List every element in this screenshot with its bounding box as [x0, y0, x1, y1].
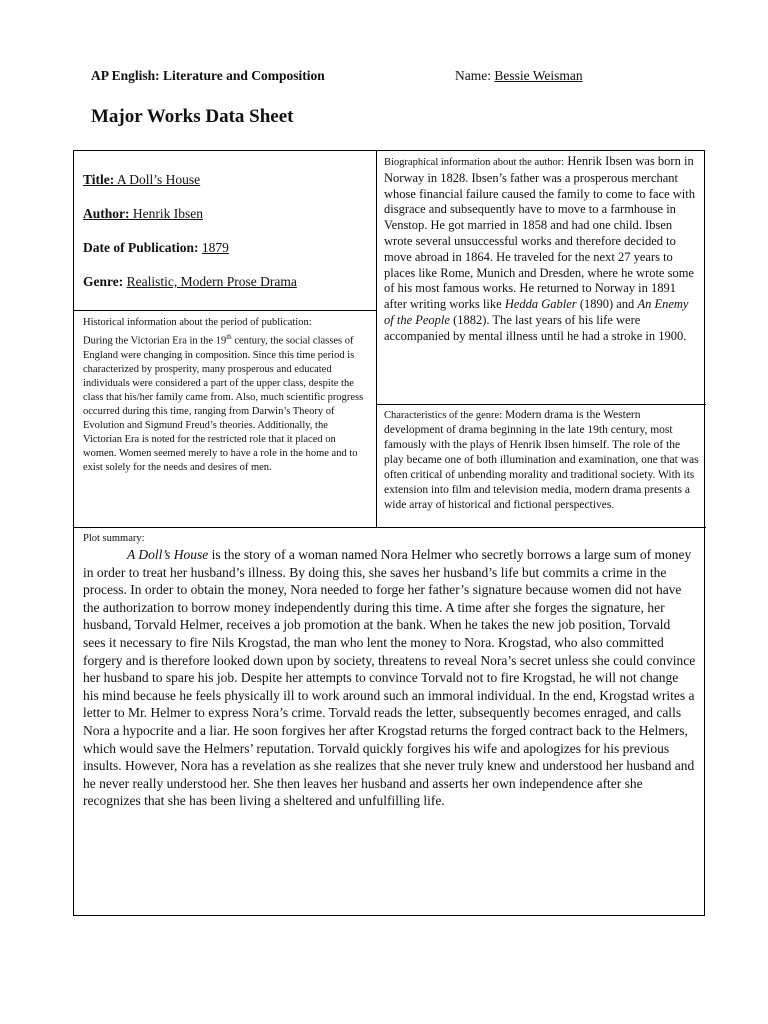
historical-sup: th [226, 333, 232, 341]
bio-text-a: Henrik Ibsen was born in Norway in 1828. Ibsen’s father was a prosperous merchant whose financial failure caused the family to come to face with disgrace and subsequently have to move to a farmhouse in Venstop. He got married in 1858 and had one child. Ibsen wrote several unsuccessful works and therefore decided to move abroad in 1864. He traveled for the next 27 years to places like Rome, Munich and Dresden, where he wrote some of his most famous works. He returned to Norway in 1891 after writing works like [384, 154, 695, 312]
bio-heading: Biographical information about the author: [384, 157, 565, 168]
date-field [83, 239, 368, 256]
historical-body: century, the social classes of England were changing in composition. Since this time period is characterized by prosperity, many prosperous and educated individuals were considered a part of the upper class, despite the class that his/her family came from. Also, much scientific progress occurred during this time, ranging from Darwin’s Theory of Evolution and Sigmund Freud’s theories. Additionally, the Victorian Era is noted for the restricted role that it placed on women. Women seemed merely to have a role in the home and to exist solely for the needs and desires of men. [83, 335, 364, 473]
bio-paragraph [384, 154, 700, 345]
name-value: Bessie Weisman [494, 68, 583, 83]
author-field [83, 205, 368, 222]
historical-cell [74, 310, 377, 528]
historical-lead: During the Victorian Era in the 19 [83, 335, 227, 347]
genre-label: Genre: [83, 274, 124, 289]
basic-info-cell [74, 151, 377, 311]
title-field [83, 171, 368, 188]
bio-work-1: Hedda Gabler [504, 297, 577, 312]
historical-heading: Historical information about the period of publication: [83, 317, 312, 328]
date-label: Date of Publication: [83, 240, 199, 255]
genre-paragraph [384, 408, 700, 513]
biographical-cell [376, 151, 706, 405]
plot-paragraph [83, 546, 696, 810]
data-sheet-table [73, 150, 705, 916]
bio-text-b: (1890) and [576, 297, 638, 312]
name-label: Name: [455, 68, 491, 83]
plot-summary-cell [74, 527, 706, 917]
date-value: 1879 [201, 240, 229, 255]
genre-heading: Characteristics of the genre: [384, 410, 503, 421]
plot-heading: Plot summary: [83, 533, 145, 544]
author-value: Henrik Ibsen [129, 206, 203, 221]
genre-value: Realistic, Modern Prose Drama [126, 274, 297, 289]
historical-paragraph [83, 330, 368, 475]
course-title: AP English: Literature and Composition [91, 68, 325, 83]
bio-text-c: (1882). The last years of his life were accompanied by mental illness until he had a stroke in 1900. [384, 312, 687, 343]
genre-field [83, 273, 368, 290]
plot-body-text: is the story of a woman named Nora Helmer who secretly borrows a large sum of money in order to treat her husband’s illness. By doing this, she saves her husband’s life but commits a crime in the process. In order to obtain the money, Nora needed to forge her father’s signature because women did not have the authorization to borrow money independently during this time. A time after she forges the signature, her husband, Torvald Helmer, receives a job promotion at the bank. When he takes the new job position, Torvald sees it necessary to fire Nils Krogstad, the man who lent the money to Nora. Krogstad, who also committed forgery and is therefore looked down upon by society, threatens to reveal Nora’s secret unless she could convince her husband to spare his job. Despite her attempts to convince Torvald not to fire Krogstad, he will not change his mind because he feels physically ill to work around such an immoral individual. In the end, Krogstad writes a letter to Mr. Helmer to express Nora’s crime. Torvald reads the letter, subsequently becomes enraged, and calls Nora a hypocrite and a liar. He soon forgives her after Krogstad returns the forged contract back to the Helmers, which would save the Helmers’ reputation. Torvald quickly forgives his wife and apologizes for his previous insults. However, Nora has a revelation as she realizes that she never truly knew and understood her husband and he never really understood her. She then leaves her husband and asserts her own independence after she recognizes that she has been living a sheltered and unfulfilling life. [83, 547, 696, 809]
genre-characteristics-cell [376, 404, 706, 528]
student-name [455, 68, 583, 84]
genre-body: Modern drama is the Western development of drama beginning in the late 19th century, most famously with the plays of Henrik Ibsen himself. The role of the play became one of both illumination and examination, one that was often critical of unbending morality and traditional society. With its extension into film and television media, modern drama presents a wide array of historical and fictional perspectives. [384, 409, 699, 511]
page-title: Major Works Data Sheet [91, 106, 294, 127]
title-label: Title: [83, 172, 115, 187]
plot-work-title: A Doll’s House [127, 547, 209, 562]
title-value: A Doll’s House [114, 172, 201, 187]
author-label: Author: [83, 206, 130, 221]
bio-work-2: An Enemy of the People [384, 297, 689, 327]
